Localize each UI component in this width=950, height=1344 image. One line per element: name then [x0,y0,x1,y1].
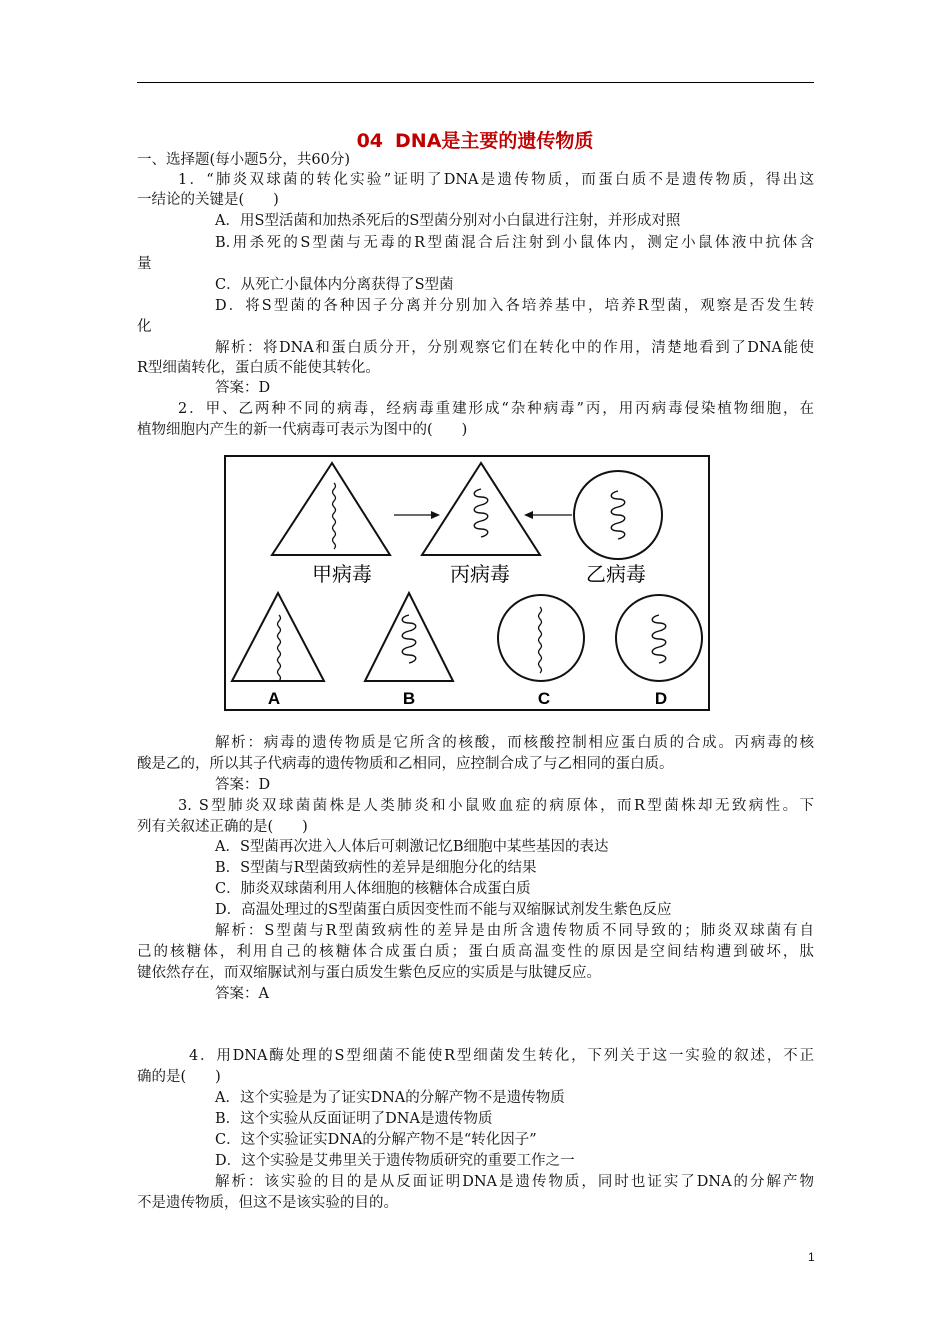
label-b: B [402,689,416,708]
q4-option-c: C．这个实验证实DNA的分解产物不是“转化因子” [215,1132,537,1148]
label-c: C [537,689,551,708]
option-c-icon [498,595,584,681]
q2-analysis-line1: 解析：病毒的遗传物质是它所含的核酸，而核酸控制相应蛋白质的合成。丙病毒的核 [215,735,814,751]
q3-option-d: D．高温处理过的S型菌蛋白质因变性而不能与双缩脲试剂发生紫色反应 [215,902,672,918]
arrow-right-head [431,511,440,519]
header-rule [137,82,814,83]
q1-analysis-line1: 解析：将DNA和蛋白质分开，分别观察它们在转化中的作用，清楚地看到了DNA能使 [215,340,814,356]
q1-option-c: C．从死亡小鼠体内分离获得了S型菌 [215,277,454,293]
label-d: D [654,689,668,708]
label-jia: 甲病毒 [312,562,372,586]
q2-answer: 答案：D [215,777,271,793]
page-title [0,126,950,153]
label-bing: 丙病毒 [450,562,510,586]
q1-stem-line1: 1．“肺炎双球菌的转化实验”证明了DNA是遗传物质，而蛋白质不是遗传物质，得出这 [178,172,814,188]
q1-answer: 答案：D [215,380,271,396]
label-a: A [267,689,281,708]
option-b-icon [365,593,453,681]
q3-analysis-line2: 己的核糖体，利用自己的核糖体合成蛋白质；蛋白质高温变性的原因是空间结构遭到破坏，肽 [137,944,814,960]
q4-stem-line1: 4．用DNA酶处理的S型细菌不能使R型细菌发生转化，下列关于这一实验的叙述，不正 [189,1048,814,1064]
q1-option-b-line2: 量 [137,256,152,272]
q1-option-a: A．用S型活菌和加热杀死后的S型菌分别对小白鼠进行注射，并形成对照 [215,213,681,229]
q3-option-c: C．肺炎双球菌利用人体细胞的核糖体合成蛋白质 [215,881,531,897]
virus-yi-icon [574,471,662,559]
q3-option-a: A．S型菌再次进入人体后可刺激记忆B细胞中某些基因的表达 [215,839,609,855]
q2-analysis-line2: 酸是乙的，所以其子代病毒的遗传物质和乙相同，应控制合成了与乙相同的蛋白质。 [137,756,674,772]
section-heading: 一、选择题(每小题5分，共60分) [137,152,350,168]
virus-bing-icon [422,463,540,555]
virus-jia-icon [272,463,390,555]
virus-figure [224,455,710,711]
q3-analysis-line3: 键依然存在，而双缩脲试剂与蛋白质发生紫色反应的实质是与肽键反应。 [137,965,601,981]
q3-stem-line2: 列有关叙述正确的是( ) [137,819,308,835]
q4-option-d: D．这个实验是艾弗里关于遗传物质研究的重要工作之一 [215,1153,575,1169]
q1-option-b-line1: B.用杀死的S型菌与无毒的R型菌混合后注射到小鼠体内，测定小鼠体液中抗体含 [215,235,814,251]
q1-option-d-line2: 化 [137,319,152,335]
q1-analysis-line2: R型细菌转化，蛋白质不能使其转化。 [137,360,380,376]
q4-option-b: B．这个实验从反面证明了DNA是遗传物质 [215,1111,493,1127]
q2-stem-line1: 2．甲、乙两种不同的病毒，经病毒重建形成“杂种病毒”丙，用丙病毒侵染植物细胞，在 [178,401,814,417]
q3-option-b: B．S型菌与R型菌致病性的差异是细胞分化的结果 [215,860,537,876]
page-number: 1 [808,1250,815,1264]
title-text: DNA是主要的遗传物质 [395,130,594,152]
title-number: 04 [356,130,384,152]
q1-option-d-line1: D．将S型菌的各种因子分离并分别加入各培养基中，培养R型菌，观察是否发生转 [215,298,814,314]
option-d-icon [616,595,702,681]
q1-stem-line2: 一结论的关键是( ) [137,192,279,208]
option-a-icon [232,593,324,681]
q4-option-a: A．这个实验是为了证实DNA的分解产物不是遗传物质 [215,1090,565,1106]
q3-answer: 答案：A [215,986,269,1002]
label-yi: 乙病毒 [586,562,646,586]
q2-stem-line2: 植物细胞内产生的新一代病毒可表示为图中的( ) [137,422,468,438]
q4-analysis-line2: 不是遗传物质，但这不是该实验的目的。 [137,1195,398,1211]
q3-stem-line1: 3. S型肺炎双球菌菌株是人类肺炎和小鼠败血症的病原体，而R型菌株却无致病性。下 [178,798,814,814]
arrow-left-head [524,511,533,519]
q4-analysis-line1: 解析：该实验的目的是从反面证明DNA是遗传物质，同时也证实了DNA的分解产物 [215,1174,814,1190]
q3-analysis-line1: 解析：S型菌与R型菌致病性的差异是由所含遗传物质不同导致的；肺炎双球菌有自 [215,923,814,939]
q4-stem-line2: 确的是( ) [137,1069,221,1085]
